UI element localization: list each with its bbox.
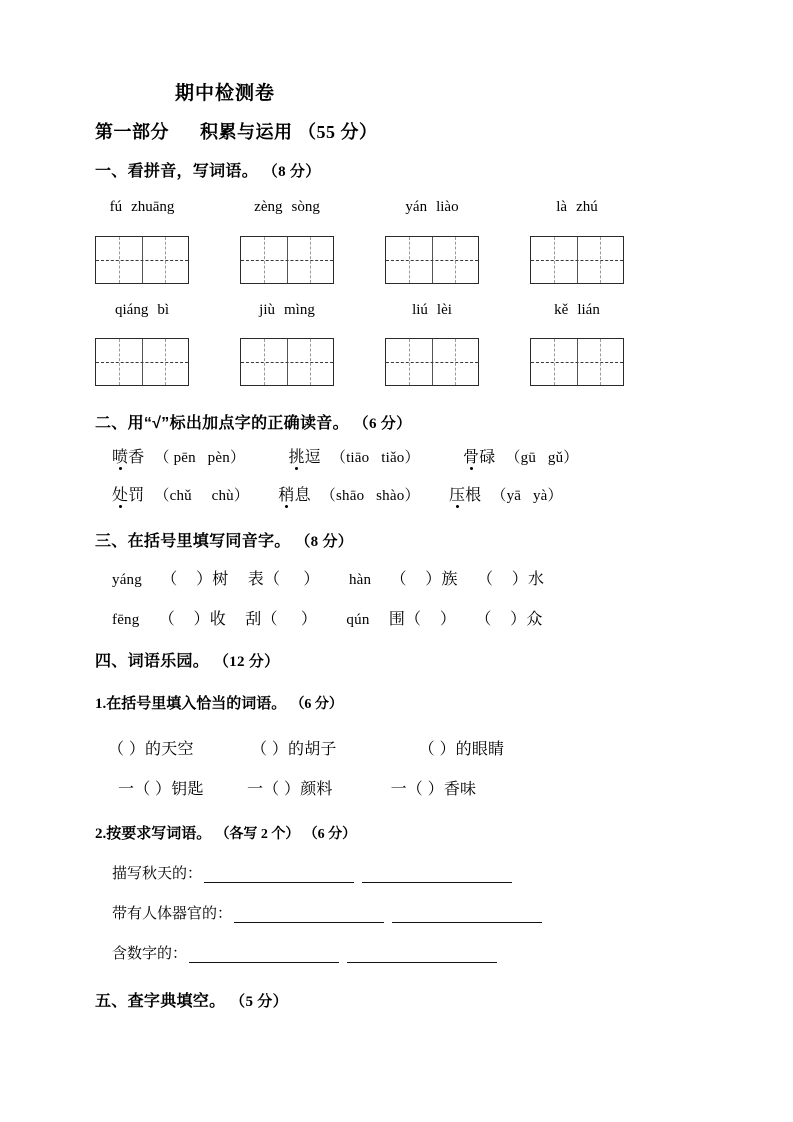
- pinyin-label: [530, 199, 624, 216]
- pinyin-syllable: bì: [157, 302, 169, 318]
- grid-guide-vertical: [119, 237, 120, 283]
- answer-underline[interactable]: [362, 868, 512, 883]
- grid-center-horizontal: [531, 362, 623, 363]
- reading-options-text: gū gǔ: [520, 450, 564, 466]
- answer-underline[interactable]: [234, 908, 384, 923]
- pinyin-syllable: zhú: [576, 199, 598, 215]
- grid-guide-vertical: [455, 339, 456, 385]
- grid-guide-vertical: [310, 339, 311, 385]
- answer-blank[interactable]: （ ）: [161, 571, 213, 588]
- fill-item[interactable]: （ ）的眼睛: [418, 741, 505, 758]
- fill-item[interactable]: 一（ ）钥匙: [118, 781, 204, 798]
- pinyin-syllable: kě: [554, 302, 569, 318]
- grid-guide-vertical: [554, 339, 555, 385]
- pinyin-syllable: liào: [436, 199, 459, 215]
- pinyin-label: [95, 199, 189, 216]
- tianzige-box[interactable]: [240, 338, 334, 386]
- word-char: 水: [528, 571, 545, 588]
- pinyin-syllable: mìng: [284, 302, 315, 318]
- section-4-sub-1-row-2: [118, 776, 476, 799]
- section-3-line-1: [112, 566, 544, 589]
- write-prompt-label: 含数字的：: [112, 945, 188, 962]
- section-3-heading: [95, 528, 353, 551]
- grid-center-horizontal: [96, 362, 188, 363]
- answer-blank[interactable]: （ ）: [263, 571, 320, 588]
- section-3-title: 三、在括号里填写同音字。: [95, 533, 291, 550]
- word-char: 族: [441, 571, 458, 588]
- dotted-char: 压: [449, 482, 465, 505]
- part-heading: [95, 118, 378, 144]
- reading-options[interactable]: （tiāo tiǎo）: [330, 450, 420, 466]
- section-2-line-2: [112, 482, 563, 505]
- grid-center-horizontal: [531, 260, 623, 261]
- word-char: 树: [212, 571, 229, 588]
- pinyin-syllable: fú: [109, 199, 123, 215]
- pinyin-syllable: liú: [412, 302, 428, 318]
- pinyin-syllable: qiáng: [115, 302, 149, 318]
- section-4-sub-2-heading: [95, 822, 356, 843]
- grid-guide-vertical: [409, 339, 410, 385]
- grid-guide-vertical: [600, 339, 601, 385]
- phonetic-item[interactable]: [112, 449, 245, 466]
- grid-guide-vertical: [165, 237, 166, 283]
- pinyin-row-1: [95, 199, 655, 221]
- tianzige-box[interactable]: [530, 338, 624, 386]
- reading-options[interactable]: （chǔ chù）: [154, 488, 250, 504]
- fill-item[interactable]: （ ）的胡子: [250, 741, 337, 758]
- sub-title: 按要求写词语。: [106, 825, 212, 842]
- grid-guide-vertical: [554, 237, 555, 283]
- section-3-score: （8 分）: [295, 534, 354, 550]
- writing-grid-row-2: [95, 338, 655, 388]
- fill-item[interactable]: （ ）的天空: [108, 741, 194, 758]
- sub-score: （6 分）: [290, 697, 343, 712]
- pinyin-row-2: [95, 302, 655, 324]
- fill-item[interactable]: 一（ ）香味: [390, 781, 477, 798]
- pinyin-syllable: zèng: [254, 199, 283, 215]
- answer-blank[interactable]: （ ）: [158, 611, 210, 628]
- sub-title: 在括号里填入恰当的词语。: [106, 695, 287, 712]
- pinyin-prompt: qún: [346, 612, 370, 628]
- phonetic-item[interactable]: [463, 449, 578, 466]
- phonetic-item[interactable]: [449, 487, 563, 504]
- section-5-score: （5 分）: [230, 994, 288, 1010]
- pinyin-prompt: yáng: [112, 572, 142, 588]
- grid-guide-vertical: [264, 339, 265, 385]
- dotted-char: 喷: [112, 444, 128, 467]
- grid-guide-vertical: [455, 237, 456, 283]
- pinyin-syllable: lèi: [436, 302, 452, 318]
- section-4-sub-1-row-1: [108, 736, 504, 759]
- section-4-title: 四、词语乐园。: [95, 653, 210, 670]
- pinyin-prompt: hàn: [348, 572, 372, 588]
- reading-options-text: tiāo tiǎo: [346, 450, 405, 466]
- pinyin-label: [240, 302, 334, 319]
- grid-center-horizontal: [96, 260, 188, 261]
- grid-center-horizontal: [241, 260, 333, 261]
- sub-number: 1.: [95, 696, 107, 712]
- answer-blank[interactable]: （ ）: [477, 571, 528, 588]
- reading-options-text: yā yà: [506, 488, 548, 504]
- tianzige-box[interactable]: [240, 236, 334, 284]
- page-title: 期中检测卷: [175, 83, 276, 104]
- grid-center-horizontal: [241, 362, 333, 363]
- dotted-char: 骨: [463, 444, 479, 467]
- grid-center-horizontal: [386, 260, 478, 261]
- word-char: 香: [128, 449, 145, 466]
- section-2-heading: [95, 410, 411, 433]
- pinyin-prompt: fēng: [112, 612, 140, 628]
- word-char: 逗: [304, 449, 321, 466]
- write-prompt-label: 带有人体器官的：: [112, 905, 233, 922]
- section-1-title: 一、看拼音，写词语。: [95, 163, 259, 180]
- grid-guide-vertical: [165, 339, 166, 385]
- word-char: 刮: [245, 611, 262, 628]
- section-2-title: 二、用“√”标出加点字的正确读音。: [95, 415, 349, 432]
- tianzige-box[interactable]: [530, 236, 624, 284]
- part-name: 积累与运用: [200, 122, 293, 142]
- section-1-score: （8 分）: [262, 164, 321, 180]
- answer-underline[interactable]: [347, 948, 497, 963]
- grid-guide-vertical: [409, 237, 410, 283]
- section-3-line-2: [112, 606, 543, 629]
- answer-underline[interactable]: [189, 948, 339, 963]
- section-5-title: 五、查字典填空。: [95, 993, 226, 1010]
- dotted-char: 挑: [288, 444, 304, 467]
- tianzige-box[interactable]: [95, 338, 189, 386]
- answer-blank[interactable]: （ ）: [261, 611, 318, 628]
- section-2-score: （6 分）: [353, 416, 412, 432]
- tianzige-box[interactable]: [95, 236, 189, 284]
- sub-score: （6 分）: [303, 827, 357, 842]
- word-char: 息: [294, 487, 311, 504]
- dotted-char: 处: [112, 482, 128, 505]
- sub-number: 2.: [95, 826, 107, 842]
- pinyin-label: [95, 302, 189, 319]
- writing-grid-row-1: [95, 236, 655, 286]
- fill-item[interactable]: 一（ ）颜料: [246, 781, 333, 798]
- answer-blank[interactable]: 围（ ）: [388, 611, 457, 628]
- pinyin-syllable: zhuāng: [131, 199, 175, 215]
- phonetic-item[interactable]: [288, 449, 419, 466]
- sub-note: （各写 2 个）: [215, 827, 300, 842]
- grid-guide-vertical: [600, 237, 601, 283]
- dotted-char: 稍: [278, 482, 294, 505]
- pinyin-label: [385, 199, 479, 216]
- word-char: 表: [247, 571, 264, 588]
- section-4-sub-1-heading: [95, 692, 343, 713]
- grid-guide-vertical: [264, 237, 265, 283]
- tianzige-box[interactable]: [385, 338, 479, 386]
- word-char: 碌: [479, 449, 496, 466]
- part-label: 第一部分: [95, 122, 169, 142]
- answer-underline[interactable]: [204, 868, 354, 883]
- phonetic-item[interactable]: [112, 487, 249, 504]
- answer-underline[interactable]: [392, 908, 542, 923]
- section-4-score: （12 分）: [213, 654, 280, 670]
- pinyin-syllable: jiù: [259, 302, 275, 318]
- word-char: 众: [526, 611, 543, 628]
- tianzige-box[interactable]: [385, 236, 479, 284]
- section-1-heading: [95, 158, 321, 181]
- answer-blank[interactable]: （ ）: [390, 571, 442, 588]
- grid-center-horizontal: [386, 362, 478, 363]
- reading-options-text: chǔ chù: [169, 488, 234, 504]
- write-prompt-row-1: [112, 862, 512, 883]
- section-2-line-1: [112, 444, 578, 467]
- pinyin-syllable: là: [556, 199, 568, 215]
- write-prompt-row-3: [112, 942, 497, 963]
- reading-options-text: pēn pèn: [173, 450, 230, 466]
- section-4-heading: [95, 648, 279, 671]
- write-prompt-label: 描写秋天的：: [112, 865, 203, 882]
- write-prompt-row-2: [112, 902, 542, 923]
- reading-options[interactable]: （ pēn pèn）: [154, 450, 246, 466]
- grid-guide-vertical: [119, 339, 120, 385]
- pinyin-syllable: sòng: [291, 199, 320, 215]
- part-score: （55 分）: [298, 122, 378, 142]
- reading-options[interactable]: （shāo shào）: [320, 488, 420, 504]
- pinyin-label: [240, 199, 334, 216]
- pinyin-syllable: lián: [577, 302, 600, 318]
- word-char: 根: [465, 487, 482, 504]
- pinyin-label: [530, 302, 624, 319]
- reading-options-text: shāo shào: [336, 488, 405, 504]
- answer-blank[interactable]: （ ）: [475, 611, 527, 628]
- grid-guide-vertical: [310, 237, 311, 283]
- pinyin-syllable: yán: [405, 199, 428, 215]
- reading-options[interactable]: （yā yà）: [491, 488, 563, 504]
- pinyin-label: [385, 302, 479, 319]
- word-char: 收: [209, 611, 226, 628]
- reading-options[interactable]: （gū gǔ）: [505, 450, 579, 466]
- phonetic-item[interactable]: [278, 487, 419, 504]
- word-char: 罚: [128, 487, 145, 504]
- section-5-heading: [95, 988, 288, 1011]
